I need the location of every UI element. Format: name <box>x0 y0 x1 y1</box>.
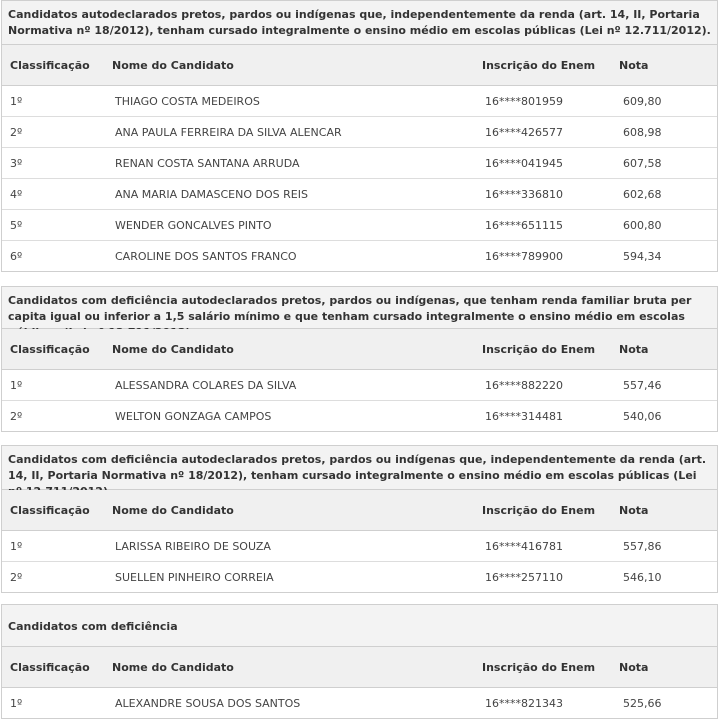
header-inscricao: Inscrição do Enem <box>482 342 596 356</box>
row-inscricao: 16****801959 <box>485 94 563 108</box>
row-name: ANA MARIA DAMASCENO DOS REIS <box>115 187 308 201</box>
row-nota: 557,86 <box>623 539 662 553</box>
header-nome: Nome do Candidato <box>112 342 234 356</box>
section-title: Candidatos com deficiência autodeclarados pretos, pardos ou indígenas que, independentemente da renda (art. 14, II, Portaria Normativa nº 18/2012), tenham cursado integralmente o ensino médio em escolas públicas (Lei <box>2 446 717 490</box>
row-inscricao: 16****426577 <box>485 125 563 139</box>
header-classificacao: Classificação <box>10 58 90 72</box>
header-nota: Nota <box>619 660 649 674</box>
row-name: ANA PAULA FERREIRA DA SILVA ALENCAR <box>115 125 342 139</box>
result-section-2 <box>1 286 718 432</box>
table-row <box>2 179 717 210</box>
result-section-4 <box>1 604 718 719</box>
row-nota: 607,58 <box>623 156 662 170</box>
row-name: LARISSA RIBEIRO DE SOUZA <box>115 539 271 553</box>
section-title: Candidatos com deficiência <box>2 605 717 647</box>
row-inscricao: 16****651115 <box>485 218 563 232</box>
row-name: WENDER GONCALVES PINTO <box>115 218 272 232</box>
header-nota: Nota <box>619 342 649 356</box>
header-nome: Nome do Candidato <box>112 58 234 72</box>
table-header <box>2 329 717 370</box>
row-inscricao: 16****314481 <box>485 409 563 423</box>
row-nota: 602,68 <box>623 187 662 201</box>
row-inscricao: 16****789900 <box>485 249 563 263</box>
result-section-3 <box>1 445 718 593</box>
row-position: 1º <box>10 539 23 553</box>
header-nome: Nome do Candidato <box>112 660 234 674</box>
row-inscricao: 16****041945 <box>485 156 563 170</box>
header-inscricao: Inscrição do Enem <box>482 503 596 517</box>
row-nota: 600,80 <box>623 218 662 232</box>
row-nota: 540,06 <box>623 409 662 423</box>
table-row <box>2 688 717 718</box>
row-nota: 557,46 <box>623 378 662 392</box>
row-nota: 525,66 <box>623 696 662 710</box>
table-row <box>2 86 717 117</box>
table-row <box>2 401 717 431</box>
row-position: 1º <box>10 94 23 108</box>
table-row <box>2 241 717 271</box>
row-name: WELTON GONZAGA CAMPOS <box>115 409 272 423</box>
header-inscricao: Inscrição do Enem <box>482 660 596 674</box>
table-row <box>2 531 717 562</box>
row-name: ALESSANDRA COLARES DA SILVA <box>115 378 297 392</box>
table-row <box>2 562 717 592</box>
table-header <box>2 647 717 688</box>
header-nome: Nome do Candidato <box>112 503 234 517</box>
row-name: SUELLEN PINHEIRO CORREIA <box>115 570 274 584</box>
row-position: 2º <box>10 409 23 423</box>
header-nota: Nota <box>619 503 649 517</box>
row-inscricao: 16****336810 <box>485 187 563 201</box>
row-position: 4º <box>10 187 23 201</box>
row-name: RENAN COSTA SANTANA ARRUDA <box>115 156 300 170</box>
table-row <box>2 117 717 148</box>
row-name: THIAGO COSTA MEDEIROS <box>115 94 260 108</box>
row-inscricao: 16****821343 <box>485 696 563 710</box>
table-row <box>2 370 717 401</box>
row-nota: 594,34 <box>623 249 662 263</box>
row-nota: 546,10 <box>623 570 662 584</box>
row-inscricao: 16****882220 <box>485 378 563 392</box>
row-name: CAROLINE DOS SANTOS FRANCO <box>115 249 297 263</box>
row-position: 3º <box>10 156 23 170</box>
row-position: 6º <box>10 249 23 263</box>
row-nota: 609,80 <box>623 94 662 108</box>
section-title: Candidatos autodeclarados pretos, pardos ou indígenas que, independentemente da renda (art. 14, II, Portaria Normativa nº 18/2012), tenham cursado integralmente o ensino médio em escolas públicas (Lei nº 12.711/2012). <box>2 1 717 45</box>
header-classificacao: Classificação <box>10 342 90 356</box>
row-inscricao: 16****416781 <box>485 539 563 553</box>
table-header <box>2 490 717 531</box>
table-header <box>2 45 717 86</box>
row-inscricao: 16****257110 <box>485 570 563 584</box>
row-name: ALEXANDRE SOUSA DOS SANTOS <box>115 696 301 710</box>
row-position: 1º <box>10 378 23 392</box>
row-position: 2º <box>10 125 23 139</box>
section-title: Candidatos com deficiência autodeclarados pretos, pardos ou indígenas, que tenham renda familiar bruta per capita igual ou inferior a 1,5 salário mínimo e que tenham cursado integralmente o ensino médio em escolas <box>2 287 717 329</box>
header-inscricao: Inscrição do Enem <box>482 58 596 72</box>
header-classificacao: Classificação <box>10 660 90 674</box>
result-section-1 <box>1 0 718 272</box>
header-nota: Nota <box>619 58 649 72</box>
row-position: 5º <box>10 218 23 232</box>
row-nota: 608,98 <box>623 125 662 139</box>
row-position: 2º <box>10 570 23 584</box>
table-row <box>2 210 717 241</box>
header-classificacao: Classificação <box>10 503 90 517</box>
table-row <box>2 148 717 179</box>
row-position: 1º <box>10 696 23 710</box>
